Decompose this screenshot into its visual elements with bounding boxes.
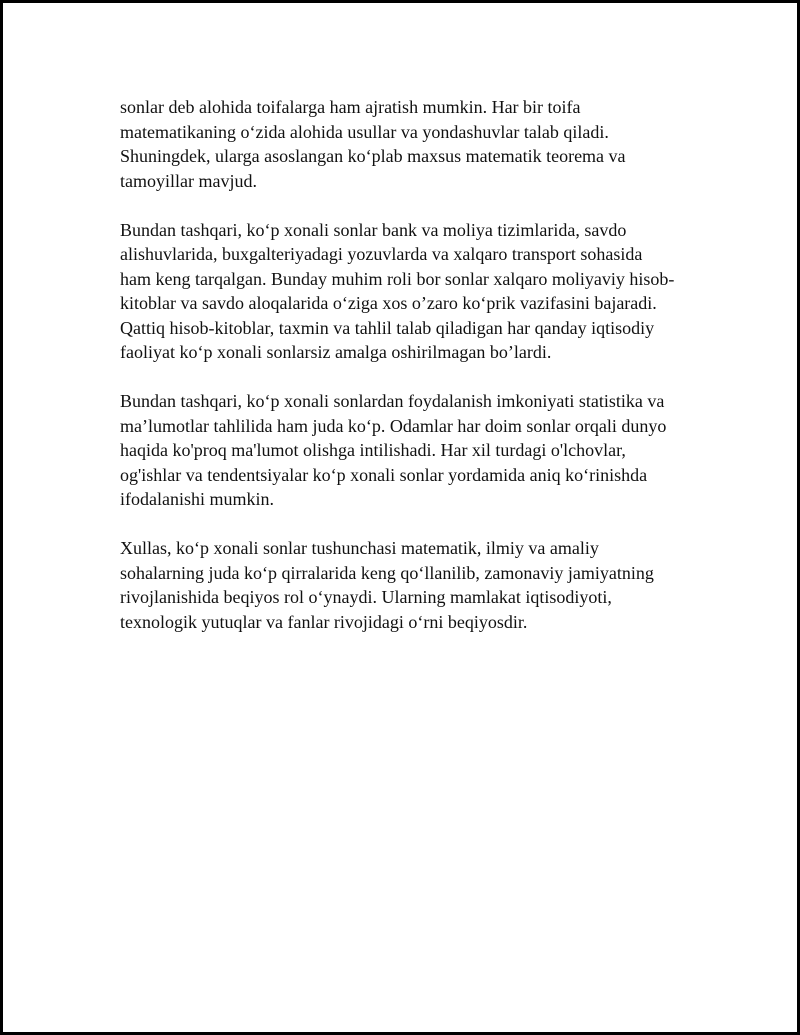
paragraph-4: Xullas, ko‘p xonali sonlar tushunchasi matematik, ilmiy va amaliy sohalarning juda ko‘p qirralarida keng qo‘llanilib, zamonaviy jamiyatning rivojlanishida beqiyos rol o‘ynaydi. Ularning mamlakat iqtisodiyoti, texnologik yutuqlar va fanlar rivojidagi o‘rni beqiyosdir.: [120, 538, 654, 632]
paragraph-3: Bundan tashqari, ko‘p xonali sonlardan foydalanish imkoniyati statistika va ma’lumotlar tahlilida ham juda ko‘p. Odamlar har doim sonlar orqali dunyo haqida ko'proq ma'lumot olishga intilishadi. Har xil turdagi o'lchovlar, og'ishlar va tendentsiyalar ko‘p xonali sonlar yordamida aniq ko‘rinishda ifodalanishi mumkin.: [120, 391, 667, 509]
document-body: [120, 95, 700, 659]
paragraph-1: sonlar deb alohida toifalarga ham ajratish mumkin. Har bir toifa matematikaning o‘zida alohida usullar va yondashuvlar talab qiladi. Shuningdek, ularga asoslangan ko‘plab maxsus matematik teorema va tamoyillar mavjud.: [120, 97, 626, 191]
paragraph-2: Bundan tashqari, ko‘p xonali sonlar bank va moliya tizimlarida, savdo alishuvlarida, buxgalteriyadagi yozuvlarda va xalqaro transport sohasida ham keng tarqalgan. Bunday muhim roli bor sonlar xalqaro moliyaviy hisob- kitoblar va savdo aloqalarida o‘ziga xos o’zaro ko‘prik vazifasini bajaradi. Qattiq hisob-kitoblar, taxmin va tahlil talab qiladigan har qanday iqtisodiy faoliyat ko‘p xonali sonlarsiz amalga oshirilmagan bo’lardi.: [120, 219, 675, 362]
